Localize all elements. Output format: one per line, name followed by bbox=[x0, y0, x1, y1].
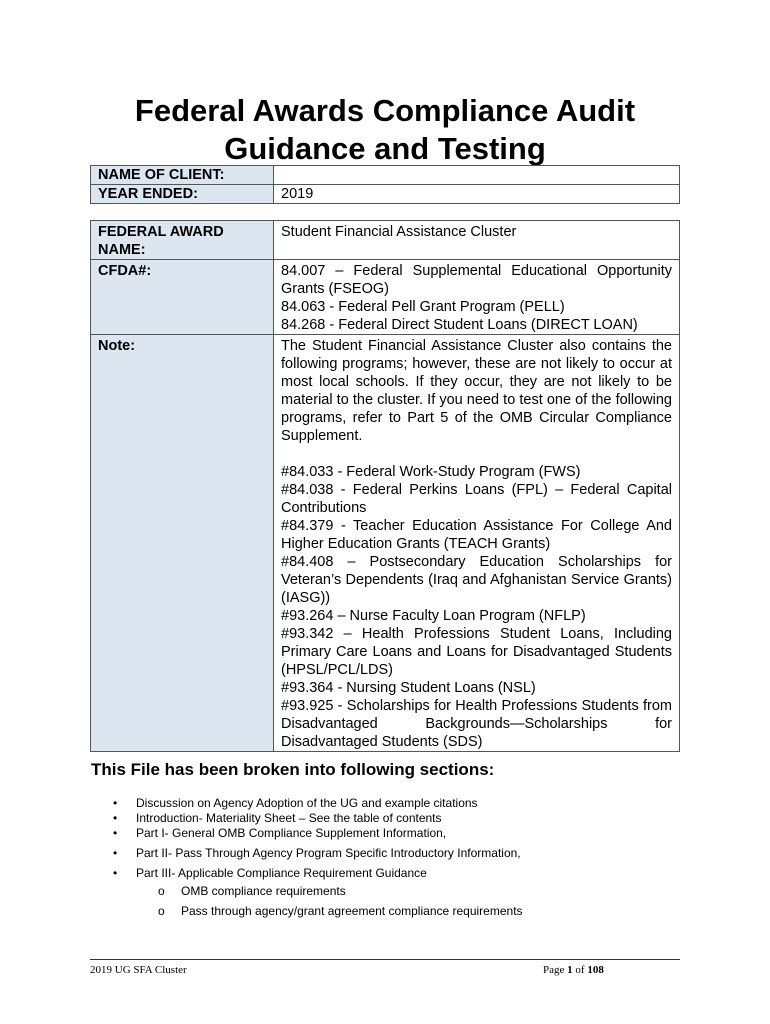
year-ended-label: YEAR ENDED: bbox=[91, 185, 274, 204]
footer-divider bbox=[90, 959, 680, 960]
cfda-line: 84.007 – Federal Supplemental Educational Opportunity Grants (FSEOG) bbox=[281, 263, 672, 297]
client-name-value bbox=[274, 166, 680, 185]
list-item: • Introduction- Materiality Sheet – See the table of contents bbox=[105, 811, 523, 826]
client-name-label: NAME OF CLIENT: bbox=[91, 166, 274, 185]
year-ended-row bbox=[91, 185, 680, 204]
award-info-table bbox=[90, 220, 680, 752]
client-info-table bbox=[90, 165, 680, 204]
note-program: #93.925 - Scholarships for Health Professions Students from Disadvantaged Backgrounds—Scholarships for Disadvantaged Students (SDS) bbox=[281, 698, 672, 750]
document-title bbox=[0, 92, 770, 168]
list-item-label: Part III- Applicable Compliance Requirement Guidance bbox=[136, 866, 427, 880]
note-program: #84.038 - Federal Perkins Loans (FPL) – Federal Capital Contributions bbox=[281, 482, 672, 516]
sub-list-item: o Pass through agency/grant agreement compliance requirements bbox=[136, 904, 523, 919]
list-item: • Part I- General OMB Compliance Supplement Information, bbox=[105, 826, 523, 841]
cfda-line: 84.268 - Federal Direct Student Loans (DIRECT LOAN) bbox=[281, 317, 638, 333]
award-name-label: FEDERAL AWARD NAME: bbox=[91, 221, 274, 260]
list-item: • Discussion on Agency Adoption of the UG and example citations bbox=[105, 796, 523, 811]
award-name-row bbox=[91, 221, 680, 260]
page-current: 1 bbox=[567, 964, 573, 976]
note-intro: The Student Financial Assistance Cluster also contains the following programs; however, these are not likely to occur at most local schools. If they occur, they are not likely to be material to the cluster. If you need to test one of the following programs, refer to Part 5 of the OMB Circular Compliance Supplement. bbox=[281, 338, 672, 444]
cfda-value bbox=[274, 260, 680, 335]
year-ended-value: 2019 bbox=[274, 185, 680, 204]
cfda-line: 84.063 - Federal Pell Grant Program (PELL) bbox=[281, 299, 565, 315]
list-item: • Part II- Pass Through Agency Program Specific Introductory Information, bbox=[105, 846, 523, 861]
note-program: #84.379 - Teacher Education Assistance For College And Higher Education Grants (TEACH Grants) bbox=[281, 518, 672, 552]
cfda-label: CFDA#: bbox=[91, 260, 274, 335]
title-line-1: Federal Awards Compliance Audit bbox=[134, 93, 636, 128]
sections-list bbox=[105, 796, 523, 924]
note-program: #93.364 - Nursing Student Loans (NSL) bbox=[281, 680, 536, 696]
footer-document-name: 2019 UG SFA Cluster bbox=[90, 964, 187, 976]
award-name-value: Student Financial Assistance Cluster bbox=[274, 221, 680, 260]
sections-heading: This File has been broken into following sections: bbox=[91, 760, 495, 779]
sub-list bbox=[136, 884, 523, 919]
title-line-2: Guidance and Testing bbox=[224, 131, 546, 166]
note-program: #84.408 – Postsecondary Education Scholarships for Veteran’s Dependents (Iraq and Afghanistan Service Grants) (IASG)) bbox=[281, 554, 672, 606]
page-of: of bbox=[572, 964, 588, 976]
note-program: #93.342 – Health Professions Student Loans, Including Primary Care Loans and Loans for Disadvantaged Students (HPSL/PCL/LDS) bbox=[281, 626, 672, 678]
note-value bbox=[274, 335, 680, 752]
note-program: #93.264 – Nurse Faculty Loan Program (NFLP) bbox=[281, 608, 586, 624]
page-prefix: Page bbox=[543, 964, 568, 976]
note-program: #84.033 - Federal Work-Study Program (FWS) bbox=[281, 464, 581, 480]
sub-list-item: o OMB compliance requirements bbox=[136, 884, 523, 899]
page-total: 108 bbox=[587, 964, 604, 976]
note-row bbox=[91, 335, 680, 752]
client-name-row bbox=[91, 166, 680, 185]
note-label: Note: bbox=[91, 335, 274, 752]
list-item bbox=[105, 866, 523, 919]
page-number bbox=[543, 964, 604, 976]
cfda-row bbox=[91, 260, 680, 335]
